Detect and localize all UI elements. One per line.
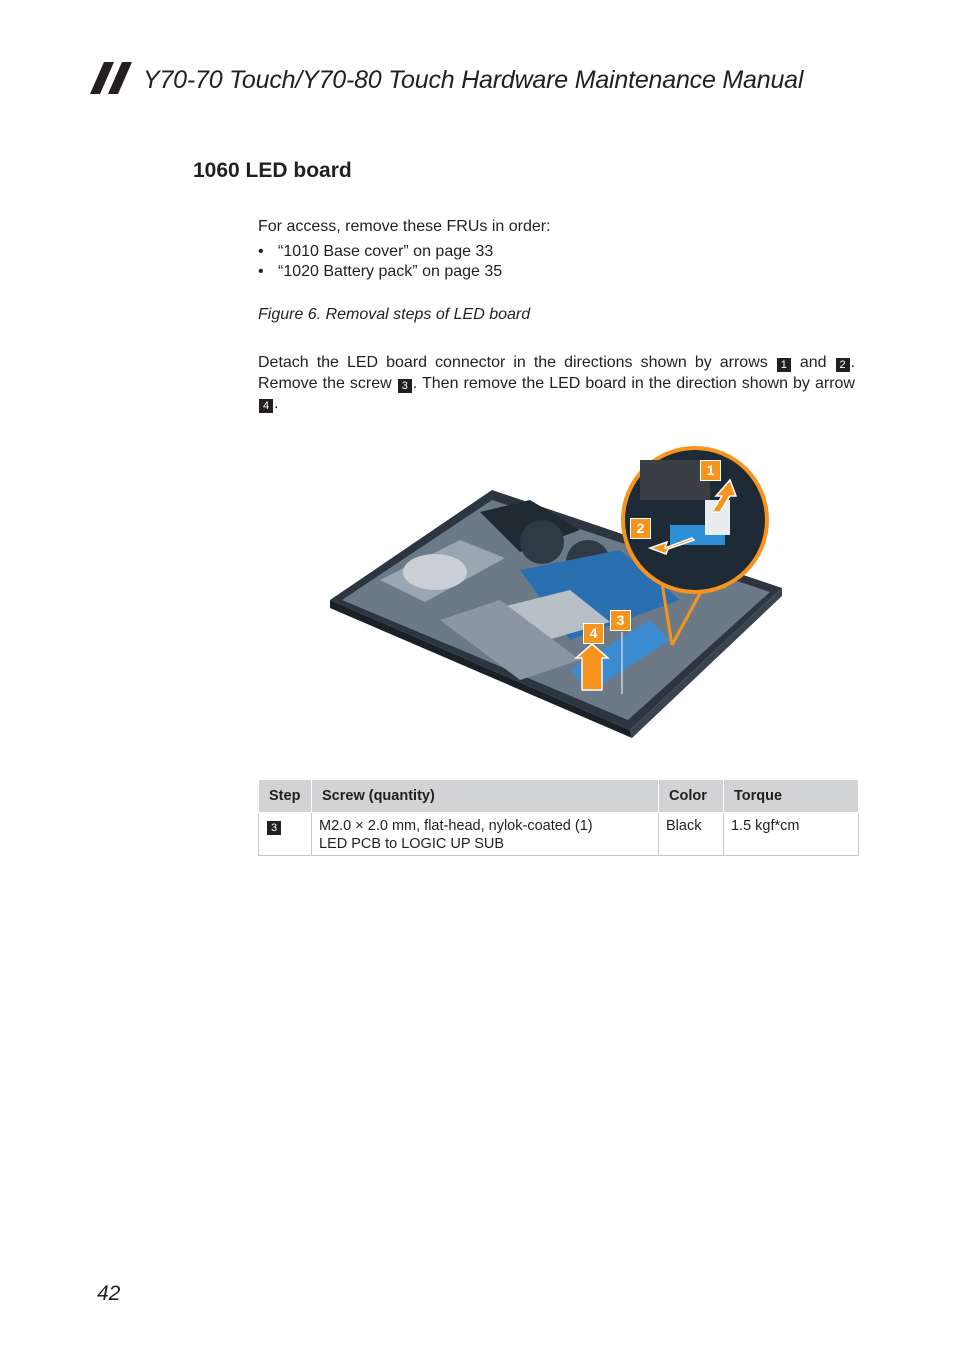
fru-link-battery-pack[interactable]: “1020 Battery pack” on page 35 — [278, 263, 503, 280]
callout-2: 2 — [630, 518, 651, 539]
step-badge: 1 — [777, 358, 791, 372]
column-header-torque: Torque — [724, 780, 859, 813]
callout-1: 1 — [700, 460, 721, 481]
step-badge: 2 — [836, 358, 850, 372]
manual-logo-icon — [90, 62, 134, 96]
step-cell — [259, 813, 312, 856]
fru-link-base-cover[interactable]: “1010 Base cover” on page 33 — [278, 243, 494, 260]
table-header-row — [259, 780, 859, 813]
screw-cell: M2.0 × 2.0 mm, flat-head, nylok-coated (1) LED PCB to LOGIC UP SUB — [312, 813, 659, 856]
column-header-step: Step — [259, 780, 312, 813]
callout-4: 4 — [583, 623, 604, 644]
fru-list — [258, 242, 502, 282]
color-cell: Black — [659, 813, 724, 856]
led-board-removal-figure — [320, 440, 790, 740]
step-badge: 3 — [398, 379, 412, 393]
column-header-color: Color — [659, 780, 724, 813]
torque-cell: 1.5 kgf*cm — [724, 813, 859, 856]
list-item: • “1020 Battery pack” on page 35 — [258, 263, 503, 280]
step-badge: 4 — [259, 399, 273, 413]
screw-spec-table — [258, 779, 859, 856]
access-intro: For access, remove these FRUs in order: — [258, 218, 551, 235]
figure-caption: Figure 6. Removal steps of LED board — [258, 306, 531, 323]
section-title: 1060 LED board — [193, 159, 352, 182]
callout-3: 3 — [610, 610, 631, 631]
manual-title: Y70-70 Touch/Y70-80 Touch Hardware Maintenance Manual — [143, 66, 804, 94]
laptop-illustration — [320, 440, 790, 740]
list-item: • “1010 Base cover” on page 33 — [258, 243, 494, 260]
removal-instructions: Detach the LED board connector in the directions shown by arrows 1 and 2 . Remove the screw 3 . Then remove the LED board in the direction shown by arrow 4 . — [258, 354, 856, 412]
table-row — [259, 813, 859, 856]
column-header-screw: Screw (quantity) — [312, 780, 659, 813]
page-number: 42 — [97, 1282, 121, 1305]
step-badge: 3 — [267, 821, 281, 835]
